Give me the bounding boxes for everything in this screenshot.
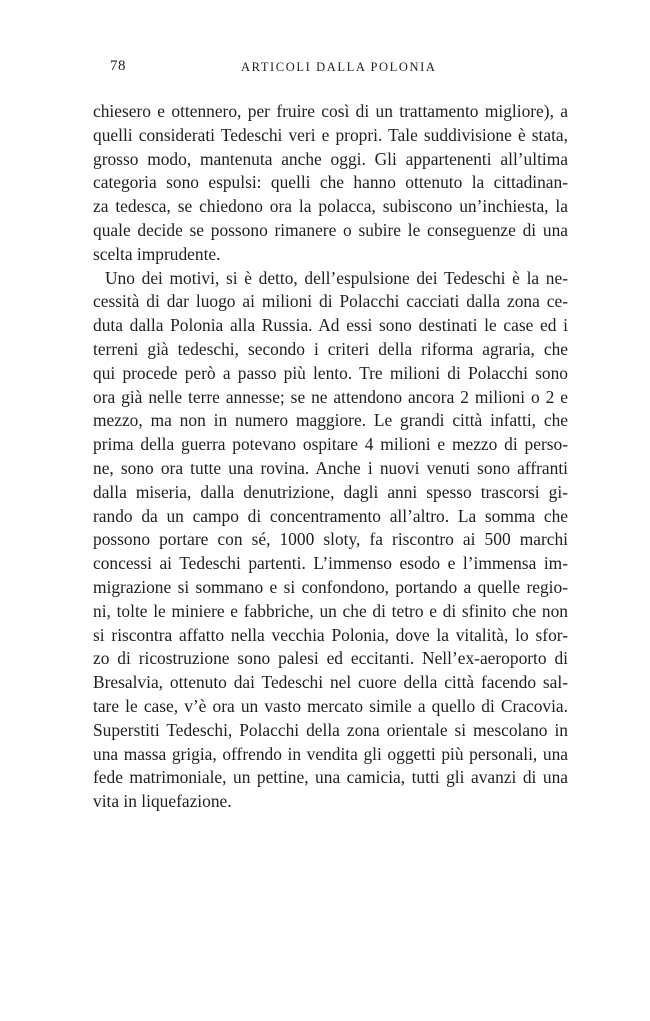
text-line: ora già nelle terre annesse; se ne attendono ancora 2 milioni o 2 e [93,386,568,407]
page-number: 78 [110,58,126,74]
text-line: fede matrimoniale, un pettine, una camicia, tutti gli avanzi di una [93,767,568,788]
text-line: ni, tolte le miniere e fabbriche, un che di tetro e di sfinito che non [93,600,568,621]
body-text [93,100,568,814]
text-line: possono portare con sé, 1000 sloty, fa riscontro ai 500 marchi [93,529,568,550]
text-line: grosso modo, mantenuta anche oggi. Gli appartenenti all’ultima [93,148,568,169]
text-line: za tedesca, se chiedono ora la polacca, subiscono un’inchiesta, la [93,196,568,217]
text-line: terreni già tedeschi, secondo i criteri della riforma agraria, che [93,338,568,359]
text-line: zo di ricostruzione sono palesi ed eccitanti. Nell’ex-aeroporto di [93,648,568,669]
text-line: scelta imprudente. [93,243,221,264]
text-line: vita in liquefazione. [93,791,232,812]
text-line: rando da un campo di concentramento all’altro. La somma che [93,505,568,526]
text-line: concessi ai Tedeschi partenti. L’immenso esodo e l’immensa im- [93,553,568,574]
text-line: tare le case, v’è ora un vasto mercato simile a quello di Cracovia. [93,695,568,716]
text-line: una massa grigia, offrendo in vendita gli oggetti più personali, una [93,743,568,764]
text-line: quale decide se possono rimanere o subire le conseguenze di una [93,219,568,240]
text-line: dalla miseria, dalla denutrizione, dagli anni spesso trascorsi gi- [93,481,568,502]
text-line: quelli considerati Tedeschi veri e propri. Tale suddivisione è stata, [93,124,568,145]
text-line: duta dalla Polonia alla Russia. Ad essi sono destinati le case ed i [93,315,568,336]
text-line: mezzo, ma non in numero maggiore. Le grandi città infatti, che [93,410,568,431]
text-line: categoria sono espulsi: quelli che hanno ottenuto la cittadinan- [93,172,568,193]
running-title: ARTICOLI DALLA POLONIA [241,60,437,74]
text-line: Uno dei motivi, si è detto, dell’espulsione dei Tedeschi è la ne- [105,267,568,288]
text-line: ne, sono ora tutte una rovina. Anche i nuovi venuti sono affranti [93,457,568,478]
text-line: Bresalvia, ottenuto dai Tedeschi nel cuore della città facendo sal- [93,672,568,693]
text-line: si riscontra affatto nella vecchia Polonia, dove la vitalità, lo sfor- [93,624,568,645]
text-line: cessità di dar luogo ai milioni di Polacchi cacciati dalla zona ce- [93,291,568,312]
text-line: migrazione si sommano e si confondono, portando a quelle regio- [93,576,568,597]
text-line: prima della guerra potevano ospitare 4 milioni e mezzo di perso- [93,434,568,455]
running-head [93,58,568,78]
text-line: Superstiti Tedeschi, Polacchi della zona orientale si mescolano in [93,719,568,740]
text-line: chiesero e ottennero, per fruire così di un trattamento migliore), a [93,101,568,121]
text-line: qui procede però a passo più lento. Tre milioni di Polacchi sono [93,362,568,383]
